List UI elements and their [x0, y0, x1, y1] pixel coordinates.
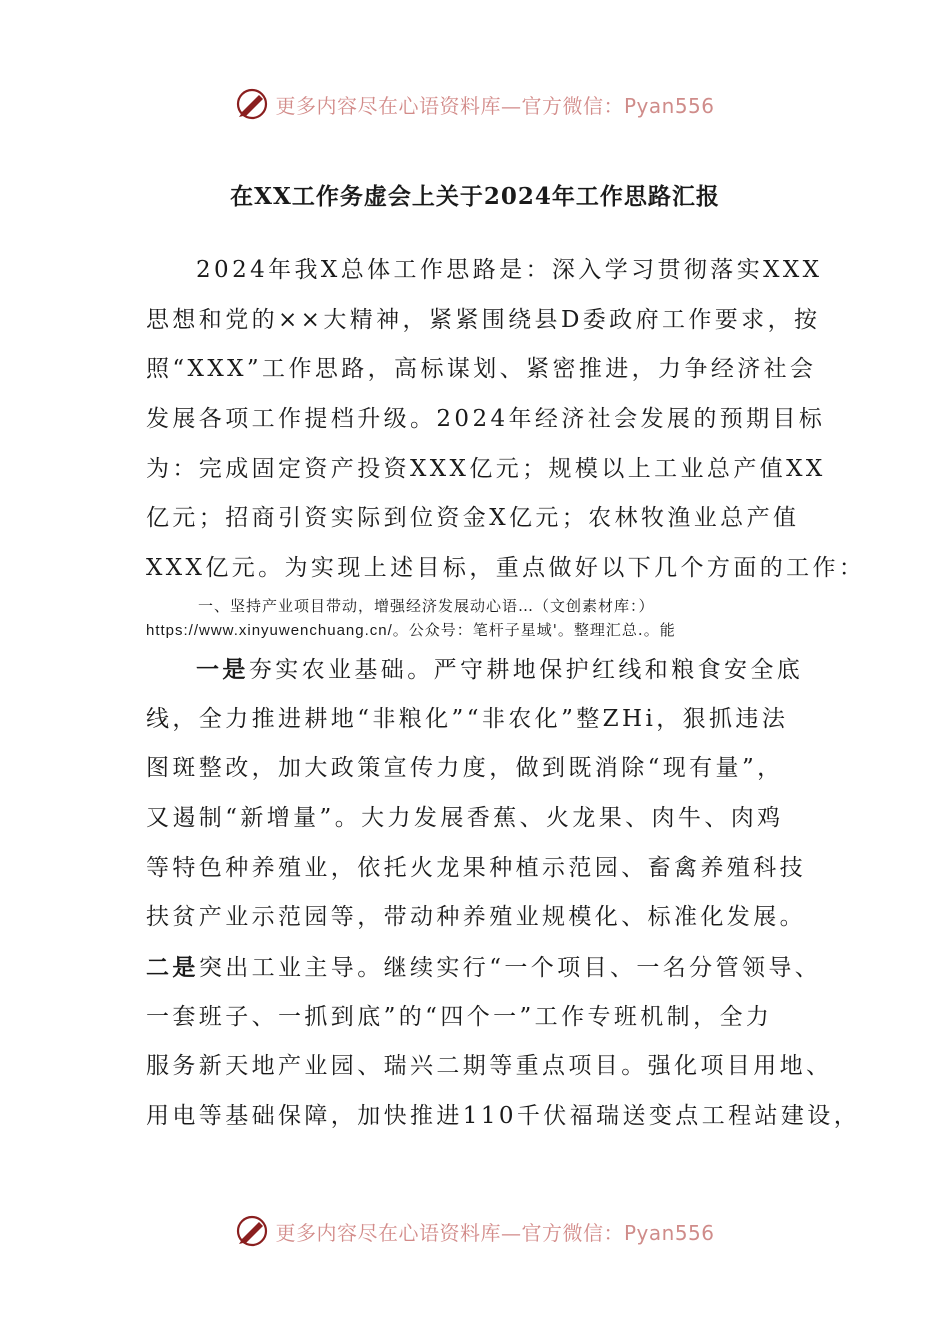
section-heading	[146, 594, 836, 642]
point-one-paragraph	[146, 645, 836, 943]
source-url[interactable]: https://www.xinyuwenchuang.cn/	[146, 622, 393, 639]
pen-logo-icon	[235, 87, 269, 121]
point-lead: 二是	[146, 954, 199, 981]
point-line: 扶贫产业示范园等，带动种养殖业规模化、标准化发展。	[146, 904, 806, 931]
point-line: 一套班子、一抓到底”的“四个一”工作专班机制，全力	[146, 1003, 773, 1030]
point-two-paragraph	[146, 943, 861, 1142]
header-watermark	[0, 84, 950, 124]
intro-line: 发展各项工作提档升级。2024年经济社会发展的预期目标	[146, 406, 826, 433]
pen-logo-icon	[235, 1214, 269, 1248]
footer-watermark	[0, 1211, 950, 1251]
document-title: 在XX工作务虚会上关于2024年工作思路汇报	[230, 183, 720, 210]
watermark-text: 更多内容尽在心语资料库—官方微信：Pyan556	[275, 1220, 715, 1245]
intro-line: 照“XXX”工作思路，高标谋划、紧密推进，力争经济社会	[146, 356, 817, 383]
intro-line: 思想和党的××大精神，紧紧围绕县D委政府工作要求，按	[146, 306, 821, 333]
point-line: 用电等基础保障，加快推进110千伏福瑞送变点工程站建设，	[146, 1103, 861, 1130]
point-line: 一是夯实农业基础。严守耕地保护红线和粮食安全底	[196, 656, 804, 683]
point-line: 等特色种养殖业，依托火龙果种植示范园、畜禽养殖科技	[146, 854, 806, 881]
point-line: 图斑整改，加大政策宣传力度，做到既消除“现有量”，	[146, 755, 784, 782]
intro-line: XXX亿元。为实现上述目标，重点做好以下几个方面的工作：	[146, 555, 866, 582]
point-line: 线，全力推进耕地“非粮化”“非农化”整ZHi，狠抓违法	[146, 705, 789, 732]
section-heading-line: 一、坚持产业项目带动，增强经济发展动心语…（文创素材库：）	[198, 597, 655, 615]
watermark-text: 更多内容尽在心语资料库—官方微信：Pyan556	[275, 93, 715, 118]
intro-line: 为：完成固定资产投资XXX亿元；规模以上工业总产值XX	[146, 455, 826, 482]
section-heading-line: https://www.xinyuwenchuang.cn/。公众号：笔杆子星域'。整理汇总.。能	[146, 621, 676, 639]
intro-line: 亿元；招商引资实际到位资金X亿元；农林牧渔业总产值	[146, 505, 800, 532]
point-line: 又遏制“新增量”。大力发展香蕉、火龙果、肉牛、肉鸡	[146, 805, 784, 832]
intro-paragraph	[146, 246, 866, 594]
point-line: 服务新天地产业园、瑞兴二期等重点项目。强化项目用地、	[146, 1053, 833, 1080]
point-line: 二是突出工业主导。继续实行“一个项目、一名分管领导、	[146, 954, 822, 981]
point-lead: 一是	[196, 656, 249, 683]
intro-line: 2024年我X总体工作思路是：深入学习贯彻落实XXX	[196, 257, 823, 283]
